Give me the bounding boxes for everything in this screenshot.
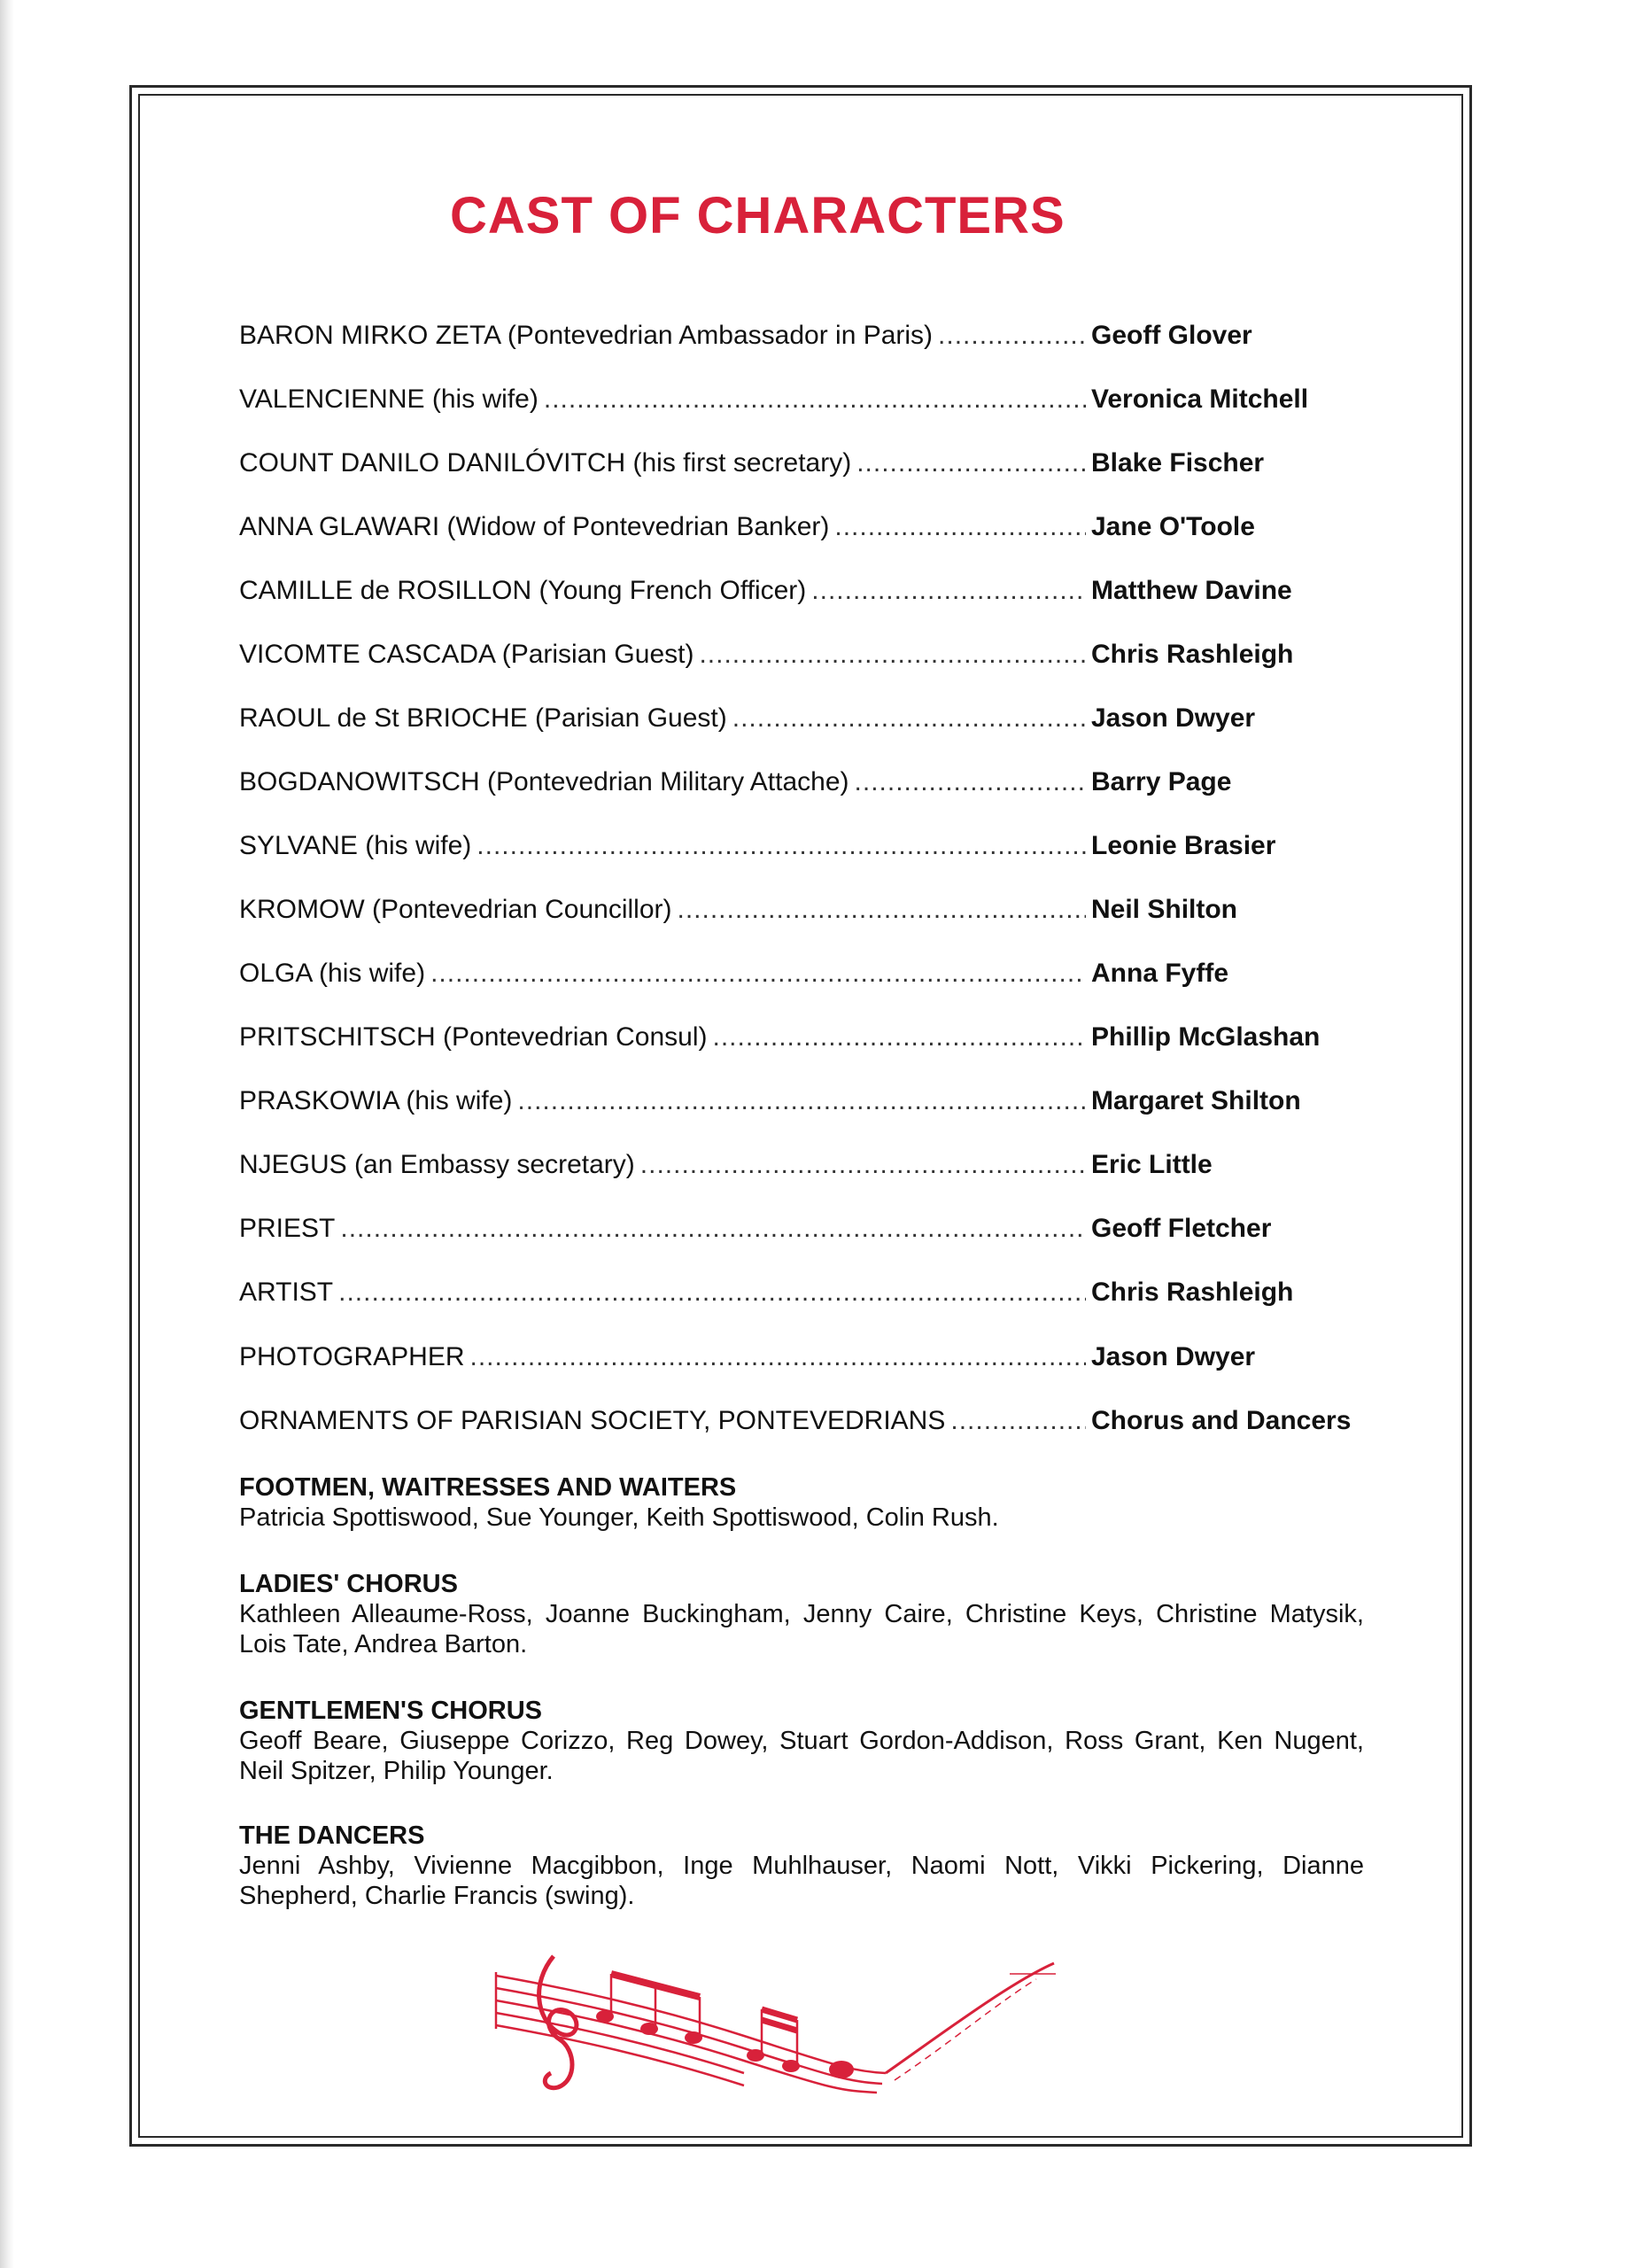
actor-name: Margaret Shilton [1091, 1086, 1301, 1115]
dot-leader [340, 1214, 1086, 1244]
role-name: ANNA GLAWARI (Widow of Pontevedrian Banker) [239, 512, 830, 541]
role-row [239, 1214, 1089, 1249]
group-heading: FOOTMEN, WAITRESSES AND WAITERS [239, 1473, 737, 1502]
dot-leader [430, 959, 1086, 989]
dot-leader [477, 831, 1086, 861]
role-row [239, 1150, 1089, 1185]
group-members: Patricia Spottiswood, Sue Younger, Keith Spottiswood, Colin Rush. [239, 1503, 999, 1532]
role-row [239, 767, 1089, 803]
role-row [239, 448, 1089, 484]
role-name: COUNT DANILO DANILÓVITCH (his first secretary) [239, 448, 852, 478]
actor-name: Jason Dwyer [1091, 1342, 1256, 1371]
cast-group-ladies-chorus [239, 1569, 1364, 1659]
cast-group-dancers [239, 1821, 1364, 1911]
actor-name: Matthew Davine [1091, 576, 1292, 605]
actor-name: Geoff Fletcher [1091, 1214, 1272, 1243]
role-name: VICOMTE CASCADA (Parisian Guest) [239, 640, 694, 669]
cast-group-footmen [239, 1472, 1364, 1533]
role-row [239, 959, 1089, 994]
group-heading: THE DANCERS [239, 1821, 425, 1850]
dot-leader [517, 1086, 1086, 1116]
actor-name: Leonie Brasier [1091, 831, 1276, 860]
role-name: OLGA (his wife) [239, 959, 426, 988]
role-row [239, 321, 1089, 356]
role-name: PRITSCHITSCH (Pontevedrian Consul) [239, 1022, 708, 1052]
role-row [239, 576, 1089, 611]
role-name: CAMILLE de ROSILLON (Young French Officer) [239, 576, 807, 605]
group-heading: GENTLEMEN'S CHORUS [239, 1697, 543, 1725]
actor-name: Chris Rashleigh [1091, 640, 1294, 669]
dot-leader [677, 895, 1086, 925]
group-members: Geoff Beare, Giuseppe Corizzo, Reg Dowey, Stuart Gordon-Addison, Ross Grant, Ken Nugent, Neil Spitzer, Philip Younger. [239, 1727, 1364, 1785]
dot-leader [950, 1406, 1086, 1436]
actor-name: Neil Shilton [1091, 895, 1237, 924]
role-name: SYLVANE (his wife) [239, 831, 472, 860]
role-row [239, 512, 1089, 548]
dot-leader [640, 1150, 1086, 1180]
role-row [239, 895, 1089, 930]
actor-name: Jason Dwyer [1091, 703, 1256, 733]
actor-name: Geoff Glover [1091, 321, 1252, 350]
dot-leader [699, 640, 1086, 670]
role-name: BARON MIRKO ZETA (Pontevedrian Ambassador in Paris) [239, 321, 934, 350]
dot-leader [834, 512, 1086, 542]
role-row [239, 1086, 1089, 1122]
role-name: PRASKOWIA (his wife) [239, 1086, 513, 1115]
group-members: Jenni Ashby, Vivienne Macgibbon, Inge Muhlhauser, Naomi Nott, Vikki Pickering, Dianne Shepherd, Charlie Francis (swing). [239, 1852, 1364, 1910]
role-row [239, 1342, 1089, 1378]
role-name: ARTIST [239, 1278, 334, 1307]
role-name: KROMOW (Pontevedrian Councillor) [239, 895, 672, 924]
actor-name: Jane O'Toole [1091, 512, 1255, 541]
role-name: NJEGUS (an Embassy secretary) [239, 1150, 635, 1179]
actor-name: Chorus and Dancers [1091, 1406, 1352, 1435]
role-row [239, 640, 1089, 675]
dot-leader [732, 703, 1086, 734]
music-staff-treble-clef-icon [478, 1947, 1063, 2102]
role-row [239, 1278, 1089, 1313]
dot-leader [856, 448, 1086, 478]
actor-name: Anna Fyffe [1091, 959, 1229, 988]
role-name: PHOTOGRAPHER [239, 1342, 465, 1371]
role-row [239, 831, 1089, 866]
role-row [239, 703, 1089, 739]
dot-leader [811, 576, 1086, 606]
page-title: CAST OF CHARACTERS [450, 187, 1065, 245]
role-name: ORNAMENTS OF PARISIAN SOCIETY, PONTEVEDRIANS [239, 1406, 946, 1435]
cast-group-gentlemens-chorus [239, 1696, 1364, 1786]
dot-leader [544, 384, 1086, 415]
actor-name: Chris Rashleigh [1091, 1278, 1294, 1307]
dot-leader [338, 1278, 1086, 1308]
scan-edge-shadow [0, 0, 14, 2268]
role-row [239, 384, 1089, 420]
role-row [239, 1022, 1089, 1058]
role-row [239, 1406, 1089, 1441]
group-heading: LADIES' CHORUS [239, 1570, 458, 1598]
dot-leader [855, 767, 1086, 797]
actor-name: Veronica Mitchell [1091, 384, 1309, 414]
role-name: VALENCIENNE (his wife) [239, 384, 539, 414]
role-name: RAOUL de St BRIOCHE (Parisian Guest) [239, 703, 727, 733]
role-name: BOGDANOWITSCH (Pontevedrian Military Attache) [239, 767, 849, 796]
actor-name: Barry Page [1091, 767, 1232, 796]
dot-leader [713, 1022, 1086, 1052]
actor-name: Blake Fischer [1091, 448, 1265, 478]
dot-leader [470, 1342, 1087, 1372]
actor-name: Phillip McGlashan [1091, 1022, 1321, 1052]
dot-leader [938, 321, 1086, 351]
group-members: Kathleen Alleaume-Ross, Joanne Buckingham, Jenny Caire, Christine Keys, Christine Matysik, Lois Tate, Andrea Barton. [239, 1600, 1364, 1658]
role-name: PRIEST [239, 1214, 336, 1243]
actor-name: Eric Little [1091, 1150, 1213, 1179]
